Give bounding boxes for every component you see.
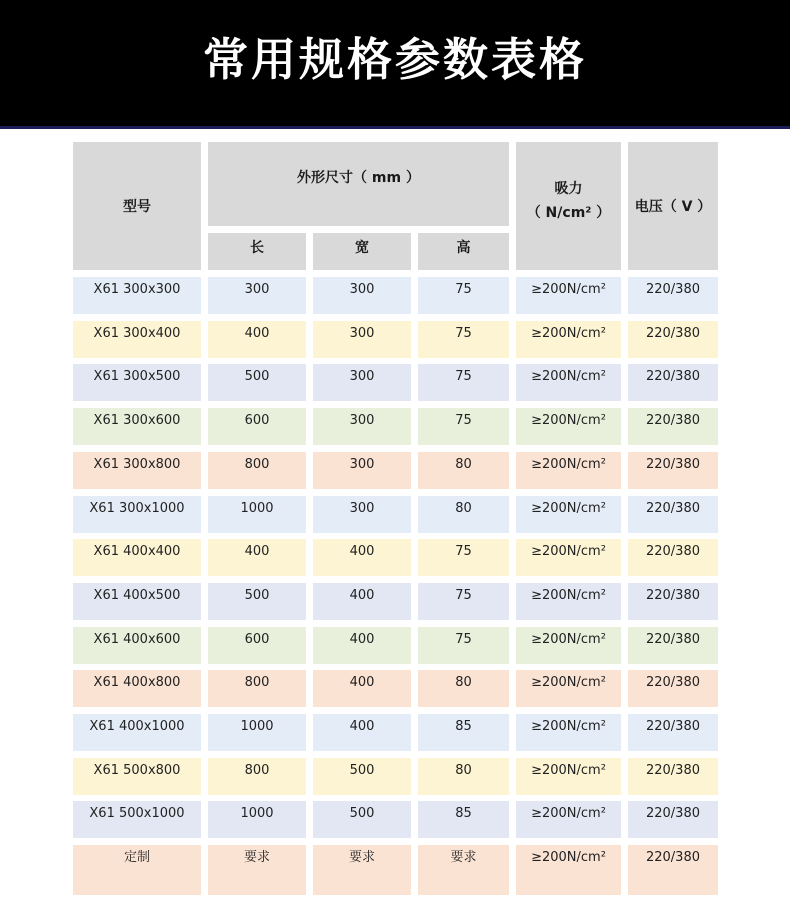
cell-height: 75 [418, 539, 509, 576]
cell-width: 400 [313, 714, 411, 751]
cell-width: 400 [313, 583, 411, 620]
cell-voltage: 220/380 [628, 801, 718, 838]
cell-model: 定制 [73, 845, 201, 895]
cell-suction: ≥200N/cm² [516, 496, 621, 533]
cell-height: 75 [418, 321, 509, 358]
cell-model: X61 400x1000 [73, 714, 201, 751]
cell-suction: ≥200N/cm² [516, 801, 621, 838]
cell-voltage: 220/380 [628, 408, 718, 445]
cell-voltage: 220/380 [628, 496, 718, 533]
cell-height: 要求 [418, 845, 509, 895]
header-length-label: 长 [250, 240, 264, 256]
cell-model: X61 400x600 [73, 627, 201, 664]
cell-length: 500 [208, 583, 306, 620]
header-width-label: 宽 [355, 240, 369, 256]
cell-suction: ≥200N/cm² [516, 583, 621, 620]
cell-length: 1000 [208, 801, 306, 838]
cell-width: 400 [313, 539, 411, 576]
cell-suction: ≥200N/cm² [516, 452, 621, 489]
page-title: 常用规格参数表格 [202, 33, 587, 86]
cell-length: 500 [208, 364, 306, 401]
title-banner [0, 0, 790, 126]
cell-voltage: 220/380 [628, 670, 718, 707]
cell-width: 300 [313, 408, 411, 445]
header-suction [516, 142, 621, 270]
cell-width: 500 [313, 758, 411, 795]
cell-model: X61 300x500 [73, 364, 201, 401]
header-model [73, 142, 201, 270]
cell-model: X61 500x800 [73, 758, 201, 795]
cell-height: 75 [418, 408, 509, 445]
header-suction-label: 吸力 [554, 181, 583, 197]
cell-length: 600 [208, 627, 306, 664]
cell-width: 300 [313, 452, 411, 489]
cell-model: X61 300x1000 [73, 496, 201, 533]
cell-width: 300 [313, 321, 411, 358]
cell-width: 300 [313, 277, 411, 314]
cell-width: 要求 [313, 845, 411, 895]
cell-height: 75 [418, 364, 509, 401]
cell-model: X61 300x300 [73, 277, 201, 314]
header-length [208, 233, 306, 270]
header-height-label: 高 [456, 240, 471, 256]
cell-suction: ≥200N/cm² [516, 277, 621, 314]
cell-length: 800 [208, 670, 306, 707]
cell-suction: ≥200N/cm² [516, 321, 621, 358]
header-width [313, 233, 411, 270]
cell-width: 300 [313, 496, 411, 533]
cell-length: 400 [208, 321, 306, 358]
cell-voltage: 220/380 [628, 452, 718, 489]
header-suction-unit: （ N/cm² ） [526, 205, 611, 221]
cell-voltage: 220/380 [628, 714, 718, 751]
cell-height: 75 [418, 627, 509, 664]
header-dimensions-label: 外形尺寸（ mm ） [297, 170, 420, 186]
cell-model: X61 300x400 [73, 321, 201, 358]
cell-voltage: 220/380 [628, 277, 718, 314]
cell-model: X61 300x800 [73, 452, 201, 489]
cell-suction: ≥200N/cm² [516, 408, 621, 445]
cell-voltage: 220/380 [628, 539, 718, 576]
cell-width: 400 [313, 627, 411, 664]
cell-model: X61 400x500 [73, 583, 201, 620]
cell-model: X61 500x1000 [73, 801, 201, 838]
cell-voltage: 220/380 [628, 583, 718, 620]
header-model-label: 型号 [123, 199, 151, 215]
cell-length: 300 [208, 277, 306, 314]
cell-length: 800 [208, 758, 306, 795]
cell-voltage: 220/380 [628, 364, 718, 401]
header-voltage-label: 电压（ V ） [634, 199, 712, 215]
cell-suction: ≥200N/cm² [516, 845, 621, 895]
cell-height: 75 [418, 277, 509, 314]
cell-length: 400 [208, 539, 306, 576]
cell-height: 75 [418, 583, 509, 620]
cell-voltage: 220/380 [628, 321, 718, 358]
cell-height: 80 [418, 670, 509, 707]
cell-length: 1000 [208, 714, 306, 751]
cell-suction: ≥200N/cm² [516, 364, 621, 401]
cell-width: 400 [313, 670, 411, 707]
cell-model: X61 400x400 [73, 539, 201, 576]
cell-width: 300 [313, 364, 411, 401]
cell-model: X61 300x600 [73, 408, 201, 445]
cell-length: 要求 [208, 845, 306, 895]
cell-length: 600 [208, 408, 306, 445]
header-voltage [628, 142, 718, 270]
cell-suction: ≥200N/cm² [516, 758, 621, 795]
cell-width: 500 [313, 801, 411, 838]
cell-height: 80 [418, 452, 509, 489]
header-dimensions [208, 142, 509, 226]
cell-height: 80 [418, 758, 509, 795]
cell-model: X61 400x800 [73, 670, 201, 707]
cell-length: 800 [208, 452, 306, 489]
cell-suction: ≥200N/cm² [516, 714, 621, 751]
cell-voltage: 220/380 [628, 758, 718, 795]
banner-underline [0, 126, 790, 129]
cell-voltage: 220/380 [628, 845, 718, 895]
cell-height: 80 [418, 496, 509, 533]
cell-voltage: 220/380 [628, 627, 718, 664]
cell-length: 1000 [208, 496, 306, 533]
cell-suction: ≥200N/cm² [516, 539, 621, 576]
cell-suction: ≥200N/cm² [516, 670, 621, 707]
cell-height: 85 [418, 801, 509, 838]
cell-height: 85 [418, 714, 509, 751]
header-height [418, 233, 509, 270]
cell-suction: ≥200N/cm² [516, 627, 621, 664]
